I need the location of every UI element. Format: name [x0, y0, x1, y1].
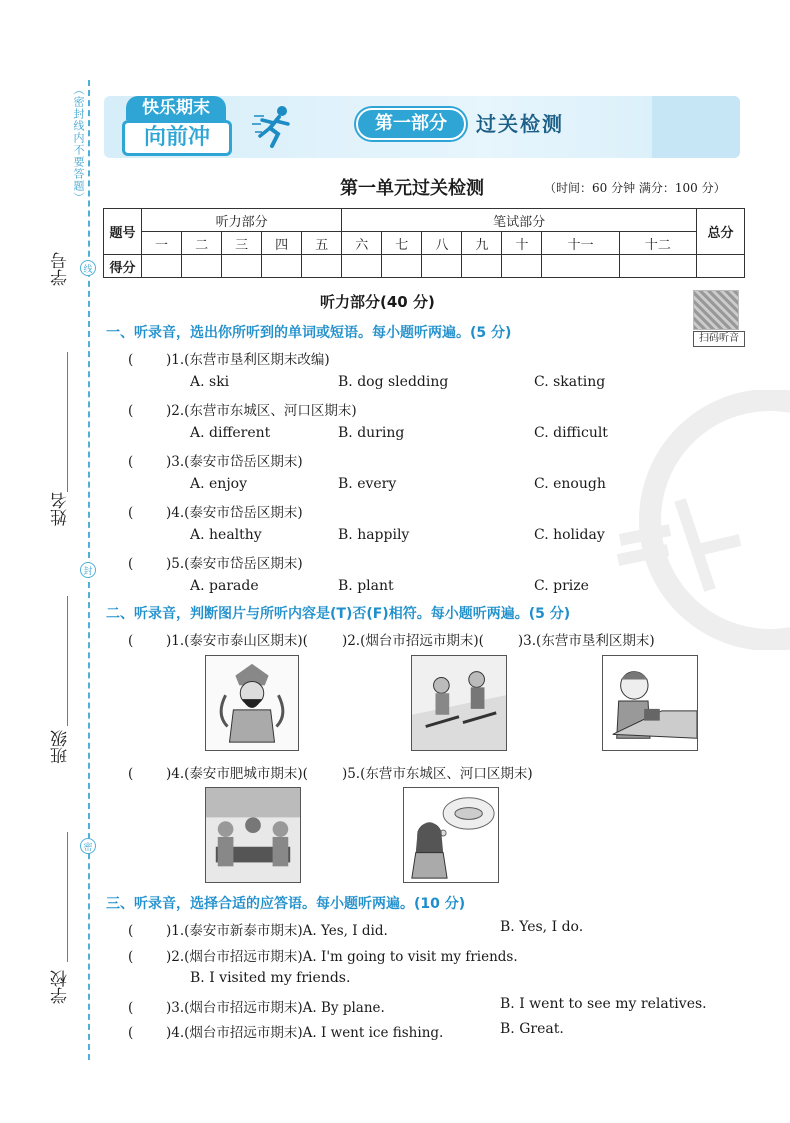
option-c: C. enough — [534, 476, 606, 492]
option-a: A. ski — [190, 374, 230, 390]
total-header: 总分 — [697, 209, 745, 255]
option-b: B. I went to see my relatives. — [500, 996, 707, 1012]
listening-heading: 听力部分(40 分) — [320, 293, 435, 311]
question-1-3: ( )3.(泰安市岱岳区期末) — [128, 454, 303, 470]
number-cell: 十 — [502, 232, 542, 255]
badge-top-label: 快乐期末 — [126, 96, 226, 120]
score-cell[interactable] — [422, 255, 462, 278]
number-cell: 六 — [342, 232, 382, 255]
field-class-line[interactable] — [67, 832, 68, 962]
score-cell[interactable] — [502, 255, 542, 278]
ring-mark-3: 密 — [80, 838, 96, 854]
total-score-cell[interactable] — [697, 255, 745, 278]
number-cell: 三 — [222, 232, 262, 255]
option-b: B. Great. — [500, 1021, 564, 1037]
score-cell[interactable] — [302, 255, 342, 278]
option-c: C. difficult — [534, 425, 608, 441]
question-2-row2: ( )4.(泰安市肥城市期末)( )5.(东营市东城区、河口区期末) — [128, 766, 533, 782]
field-name-line[interactable] — [67, 596, 68, 726]
option-a: A. enjoy — [190, 476, 247, 492]
number-cell: 二 — [182, 232, 222, 255]
picture-skiing — [411, 655, 507, 751]
score-cell[interactable] — [262, 255, 302, 278]
part-title: 过关检测 — [476, 112, 564, 136]
number-cell: 十一 — [542, 232, 619, 255]
number-cell: 九 — [462, 232, 502, 255]
badge-main-label: 向前冲 — [122, 120, 232, 156]
question-3-1: ( )1.(泰安市新泰市期末)A. Yes, I did. — [128, 923, 388, 939]
part-pill: 第一部分 — [356, 108, 466, 140]
option-b: B. I visited my friends. — [190, 970, 351, 986]
question-1-2: ( )2.(东营市东城区、河口区期末) — [128, 403, 357, 419]
score-cell[interactable] — [182, 255, 222, 278]
section-3-title: 三、听录音，选择合适的应答语。每小题听两遍。(10 分) — [106, 896, 466, 912]
picture-opera-mask — [205, 655, 299, 751]
field-name-label: 姓名 — [51, 492, 71, 526]
question-3-4: ( )4.(烟台市招远市期末)A. I went ice fishing. — [128, 1025, 444, 1041]
option-b: B. Yes, I do. — [500, 919, 584, 935]
ring-mark-1: 线 — [80, 260, 96, 276]
runner-icon — [252, 104, 294, 150]
score-table — [103, 208, 745, 278]
field-school-label: 学校 — [51, 970, 71, 1004]
option-b: B. dog sledding — [338, 374, 449, 390]
option-c: C. skating — [534, 374, 606, 390]
score-cell[interactable] — [619, 255, 696, 278]
option-b: B. happily — [338, 527, 410, 543]
question-3-3: ( )3.(烟台市招远市期末)A. By plane. — [128, 1000, 385, 1016]
option-a: A. different — [190, 425, 271, 441]
score-cell[interactable] — [142, 255, 182, 278]
picture-girl-thinking-food — [403, 787, 499, 883]
score-cell[interactable] — [462, 255, 502, 278]
unit-meta: （时间：60 分钟 满分：100 分） — [544, 181, 726, 195]
number-cell: 十二 — [619, 232, 696, 255]
number-cell: 七 — [382, 232, 422, 255]
question-1-1: ( )1.(东营市垦利区期末改编) — [128, 352, 330, 368]
score-cell[interactable] — [382, 255, 422, 278]
number-cell: 一 — [142, 232, 182, 255]
written-header: 笔试部分 — [342, 209, 697, 232]
picture-family-dinner — [205, 787, 301, 883]
number-cell: 五 — [302, 232, 342, 255]
field-student-id-line[interactable] — [67, 352, 68, 492]
field-student-id-label: 学号 — [51, 252, 71, 286]
option-c: C. prize — [534, 578, 589, 594]
question-1-4: ( )4.(泰安市岱岳区期末) — [128, 505, 303, 521]
row-label-score: 得分 — [104, 255, 142, 278]
option-b: B. every — [338, 476, 397, 492]
number-cell: 四 — [262, 232, 302, 255]
ring-mark-2: 封 — [80, 562, 96, 578]
question-2-row1: ( )1.(泰安市泰山区期末)( )2.(烟台市招远市期末)( )3.(东营市垦利区期末) — [128, 633, 655, 649]
listening-header: 听力部分 — [142, 209, 342, 232]
qr-label: 扫码听音 — [693, 331, 745, 347]
field-class-label: 班级 — [51, 730, 71, 764]
picture-boy-reading — [602, 655, 698, 751]
score-cell[interactable] — [342, 255, 382, 278]
qr-code-icon[interactable] — [693, 290, 739, 330]
question-3-2: ( )2.(烟台市招远市期末)A. I'm going to visit my friends. — [128, 949, 518, 965]
option-c: C. holiday — [534, 527, 605, 543]
header-banner — [104, 96, 740, 158]
binding-margin — [0, 0, 100, 1123]
option-a: A. healthy — [190, 527, 262, 543]
score-cell[interactable] — [542, 255, 619, 278]
row-label-number: 题号 — [104, 209, 142, 255]
option-a: A. parade — [190, 578, 259, 594]
question-1-5: ( )5.(泰安市岱岳区期末) — [128, 556, 303, 572]
number-cell: 八 — [422, 232, 462, 255]
option-b: B. during — [338, 425, 405, 441]
option-b: B. plant — [338, 578, 394, 594]
section-1-title: 一、听录音，选出你所听到的单词或短语。每小题听两遍。(5 分) — [106, 325, 512, 341]
seal-note: （密封线内不要答题） — [72, 84, 85, 204]
section-2-title: 二、听录音，判断图片与所听内容是(T)否(F)相符。每小题听两遍。(5 分) — [106, 606, 571, 622]
unit-title: 第一单元过关检测 — [340, 178, 484, 199]
score-cell[interactable] — [222, 255, 262, 278]
watermark-graphic — [610, 390, 790, 650]
